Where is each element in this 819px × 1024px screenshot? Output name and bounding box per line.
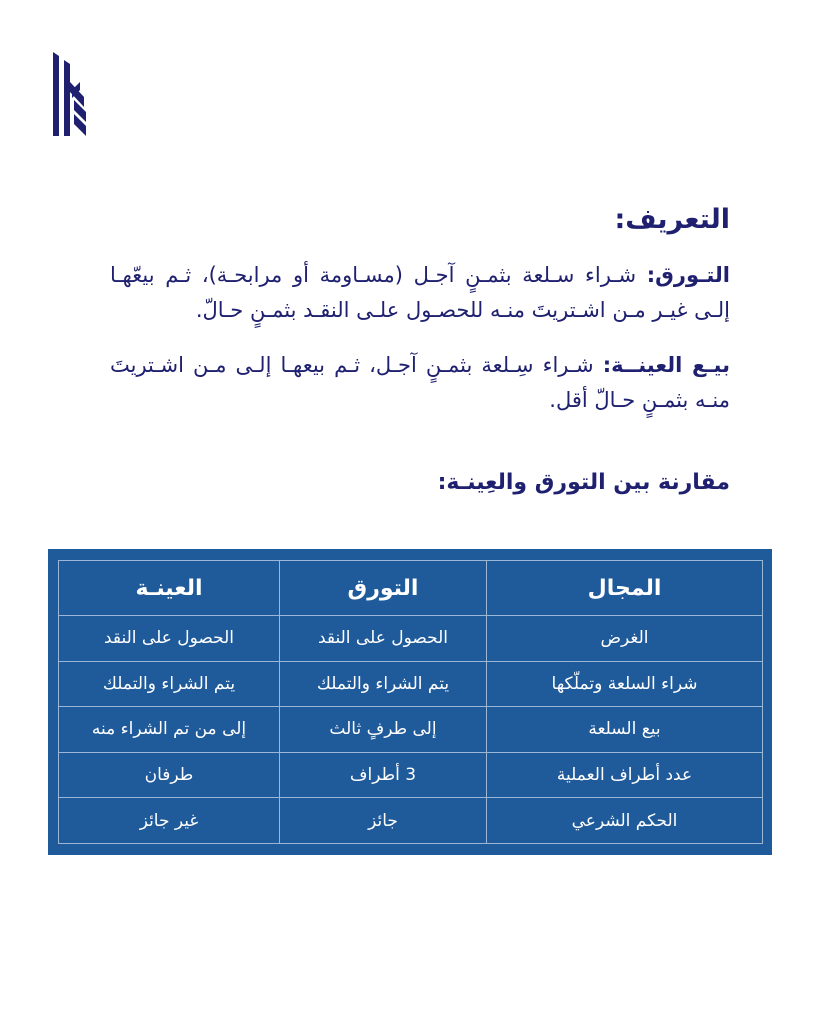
table-cell: الحصول على النقد: [280, 616, 487, 662]
comparison-table-panel: [48, 549, 772, 855]
table-cell: بيع السلعة: [487, 707, 763, 753]
tawarruq-definition: [110, 258, 730, 328]
table-cell: 3 أطراف: [280, 752, 487, 798]
table-row: [59, 752, 763, 798]
header-inah: العينـة: [59, 561, 280, 616]
inah-term: بيـع العينــة:: [602, 353, 730, 377]
tawarruq-text: شـراء سـلعة بثمـنٍ آجـل (مسـاومة أو مرابحـة)، ثـم بيعّهـا إلـى غيـر مـن اشـتريتَ منـه للحصـول علـى النقـد بثمـنٍ حـالّ.: [110, 263, 730, 322]
table-row: [59, 616, 763, 662]
table-cell: الحصول على النقد: [59, 616, 280, 662]
inah-definition: [110, 348, 730, 418]
table-cell: شراء السلعة وتملّكها: [487, 661, 763, 707]
comparison-table: [58, 560, 763, 844]
table-cell: إلى من تم الشراء منه: [59, 707, 280, 753]
inah-text: شـراء سِـلعة بثمـنٍ آجـل، ثـم بيعهـا إلـى مـن اشـتريتَ منـه بثمـنٍ حـالّ أقل.: [110, 353, 730, 412]
table-header-row: [59, 561, 763, 616]
table-cell: يتم الشراء والتملك: [280, 661, 487, 707]
table-cell: إلى طرفٍ ثالث: [280, 707, 487, 753]
table-cell: الحكم الشرعي: [487, 798, 763, 844]
table-cell: جائز: [280, 798, 487, 844]
header-tawarruq: التورق: [280, 561, 487, 616]
comparison-title: مقارنة بين التورق والعِينـة:: [437, 470, 730, 495]
table-cell: يتم الشراء والتملك: [59, 661, 280, 707]
table-row: [59, 661, 763, 707]
brand-logo: [50, 52, 88, 136]
table-row: [59, 707, 763, 753]
header-field: المجال: [487, 561, 763, 616]
table-row: [59, 798, 763, 844]
table-cell: عدد أطراف العملية: [487, 752, 763, 798]
table-cell: غير جائز: [59, 798, 280, 844]
definition-title: التعريف:: [614, 204, 730, 235]
tawarruq-term: التـورق:: [646, 263, 730, 287]
table-cell: طرفان: [59, 752, 280, 798]
table-cell: الغرض: [487, 616, 763, 662]
definition-section: [110, 200, 730, 500]
